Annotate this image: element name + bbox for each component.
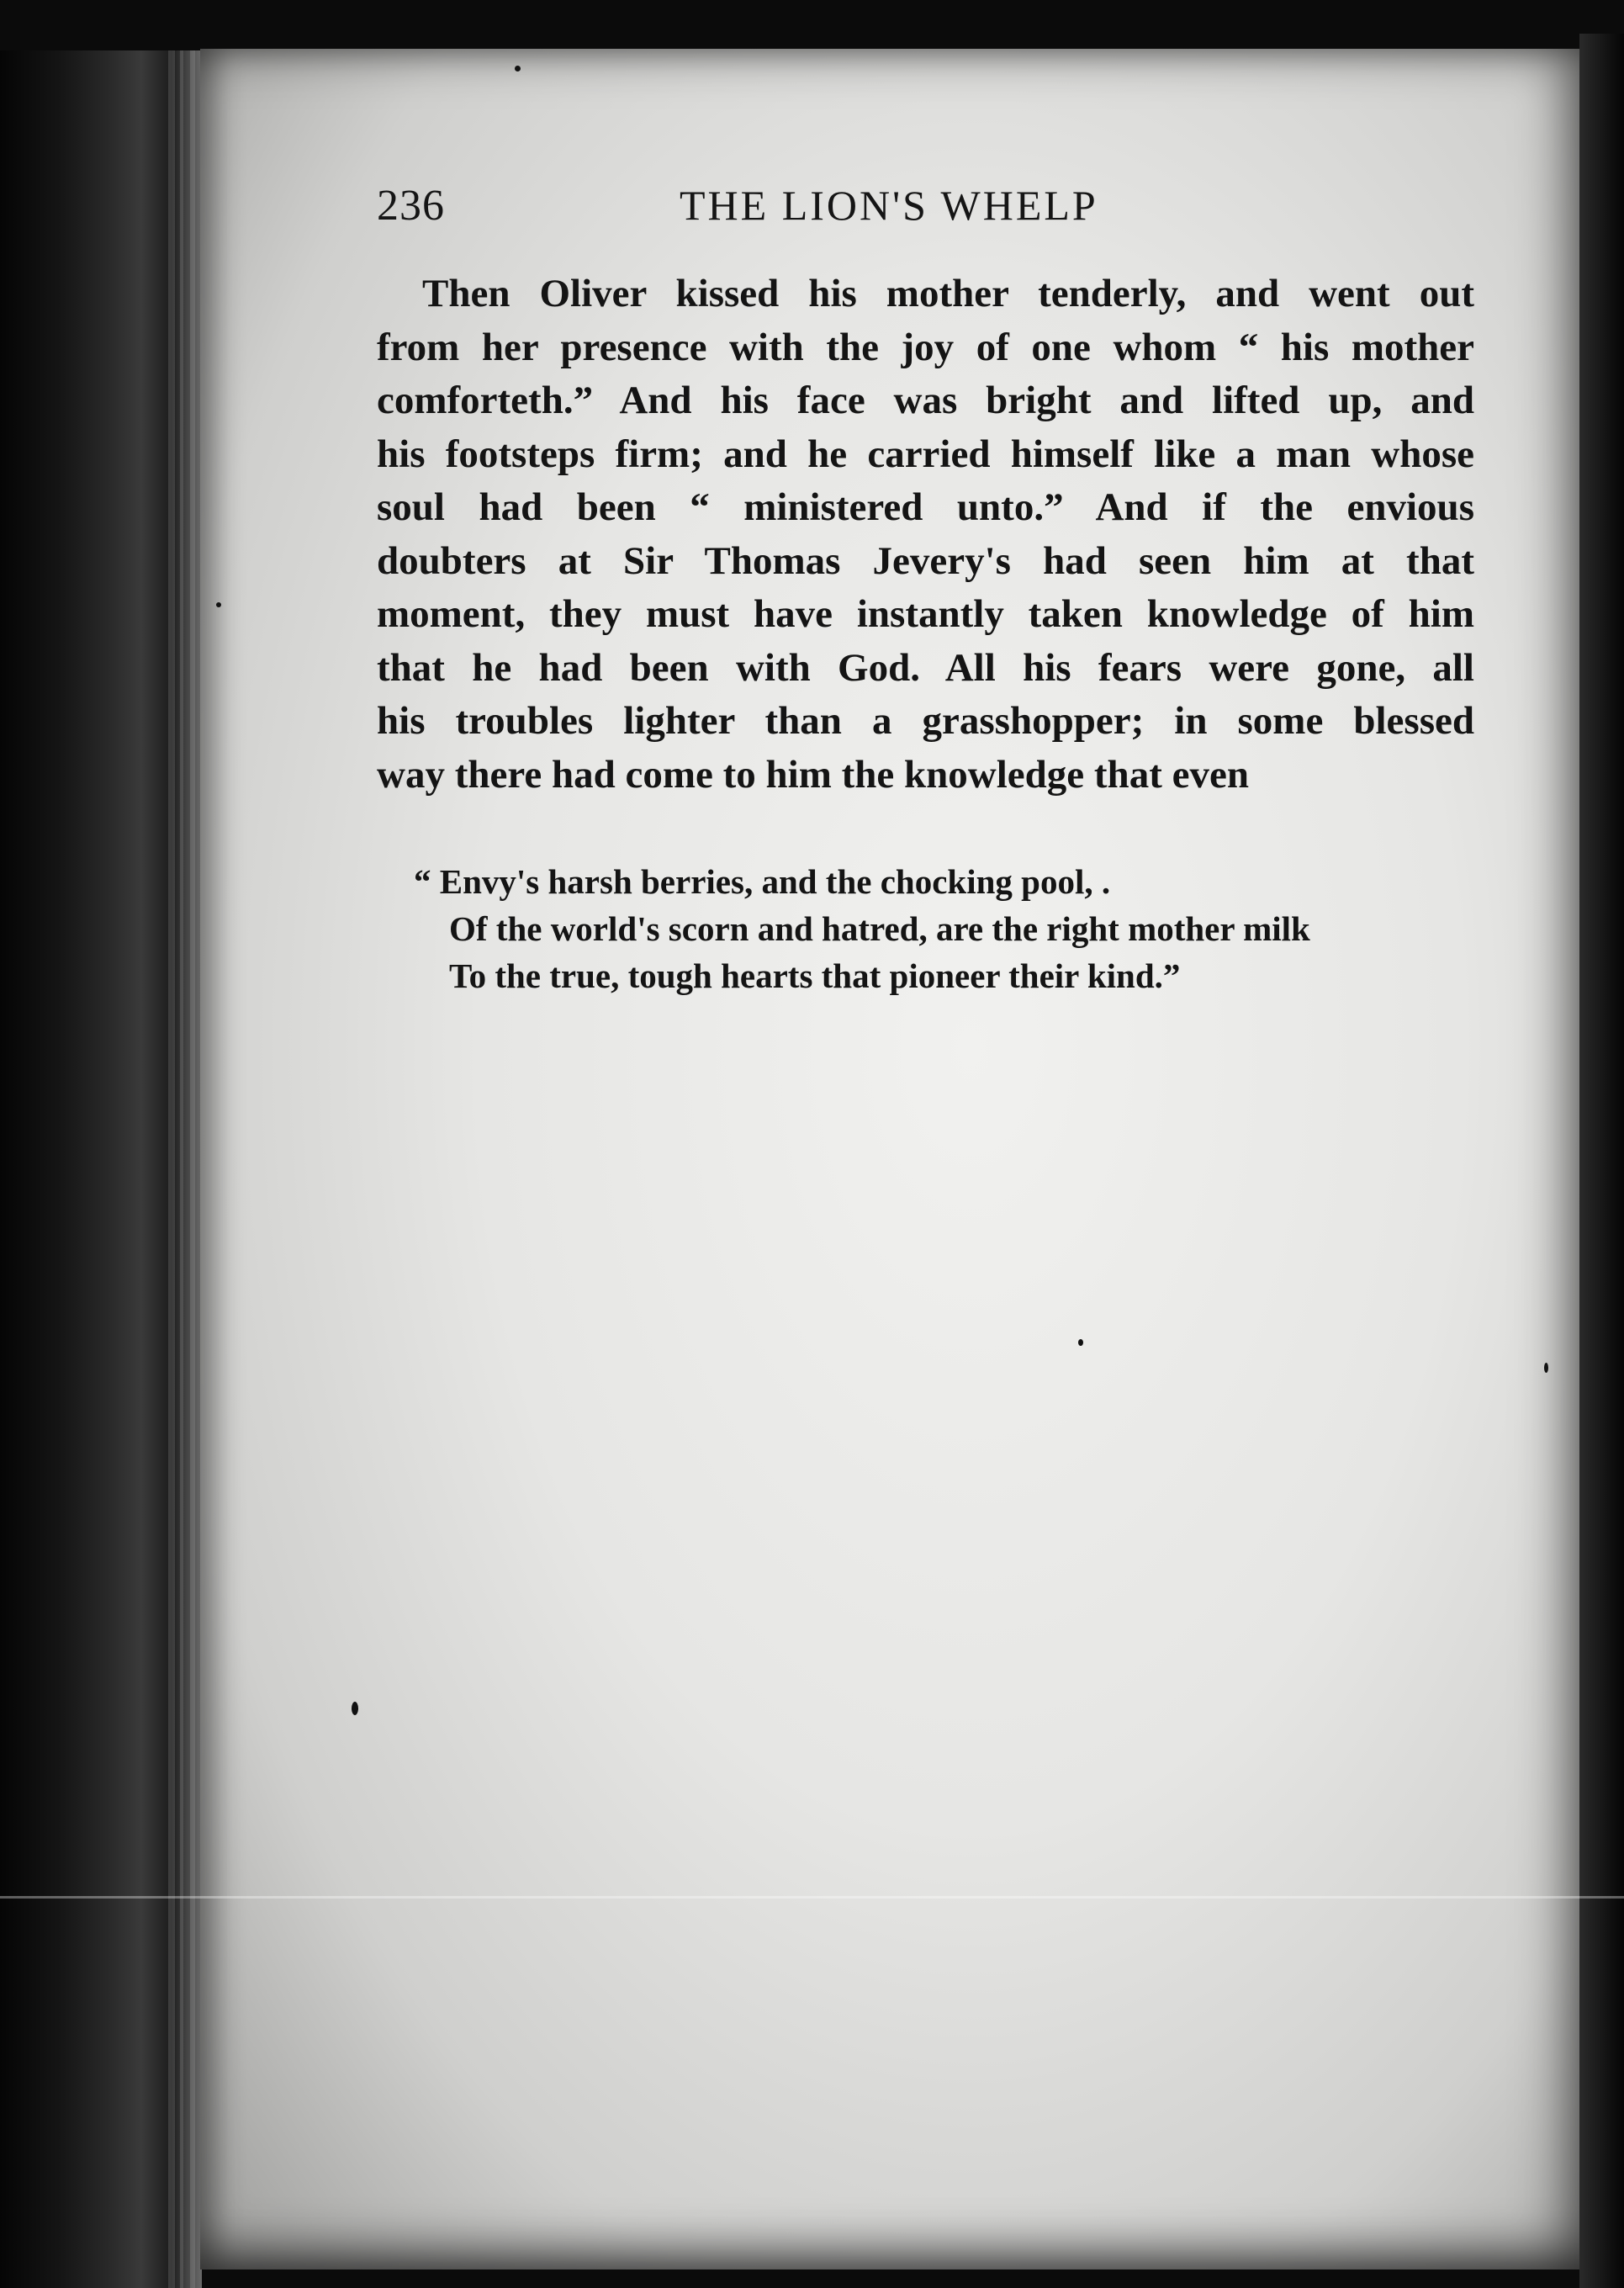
body-line: comforteth.” And his face was bright and lifted up, and bbox=[377, 379, 1474, 422]
page-right-shadow bbox=[1579, 34, 1624, 2288]
body-line: moment, they must have instantly taken knowledge of him bbox=[377, 592, 1474, 636]
body-line: soul had been “ ministered unto.” And if the envious bbox=[377, 485, 1474, 529]
body-paragraph bbox=[377, 267, 1474, 802]
dust-speck bbox=[1078, 1339, 1083, 1346]
body-line: from her presence with the joy of one whom “ his mother bbox=[377, 325, 1474, 369]
body-line: doubters at Sir Thomas Jevery's had seen him at that bbox=[377, 538, 1474, 583]
body-line: that he had been with God. All his fears were gone, all bbox=[377, 645, 1474, 690]
verse-line: “ Envy's harsh berries, and the chocking pool, . bbox=[414, 862, 1111, 901]
body-line: Then Oliver kissed his mother tenderly, and went out bbox=[422, 272, 1474, 315]
book-spine bbox=[0, 50, 202, 2288]
dust-speck bbox=[515, 66, 521, 72]
verse-quotation bbox=[414, 858, 1423, 999]
page-number: 236 bbox=[377, 182, 445, 230]
dust-speck bbox=[352, 1702, 358, 1715]
verse-line: To the true, tough hearts that pioneer their kind.” bbox=[449, 956, 1181, 995]
page-header bbox=[377, 181, 1479, 240]
verse-line: Of the world's scorn and hatred, are the right mother milk bbox=[449, 909, 1310, 948]
body-line: way there had come to him the knowledge that even bbox=[377, 752, 1249, 797]
body-line: his troubles lighter than a grasshopper; in some blessed bbox=[377, 699, 1474, 743]
scan-artifact-line bbox=[0, 1896, 1624, 1899]
dust-speck bbox=[216, 602, 221, 607]
body-line: his footsteps firm; and he carried himself like a man whose bbox=[377, 432, 1474, 476]
running-head: THE LION'S WHELP bbox=[680, 182, 1098, 229]
dust-speck bbox=[1544, 1363, 1548, 1373]
